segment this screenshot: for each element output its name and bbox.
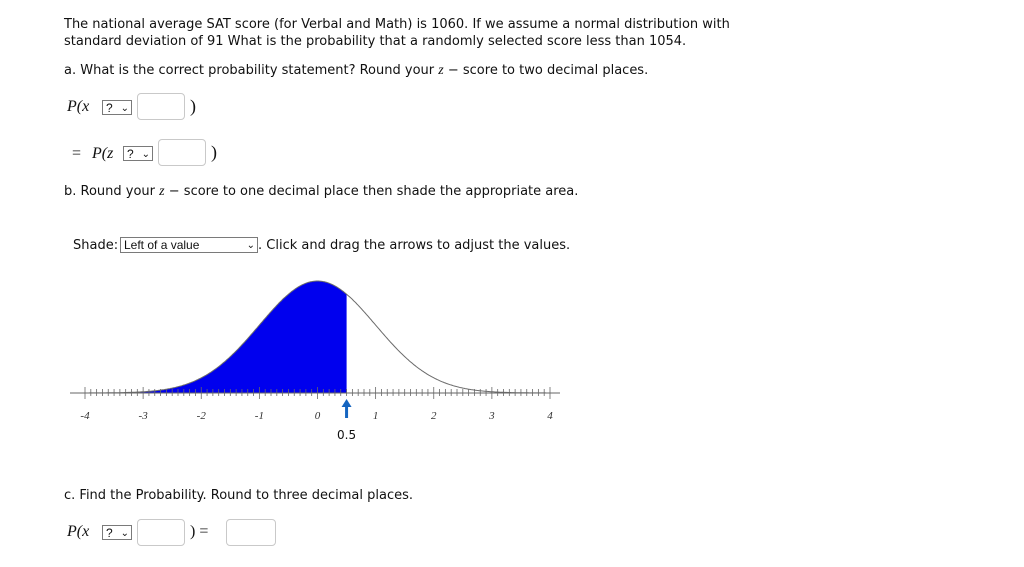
tick-label: -2: [196, 410, 206, 422]
chevron-down-icon: ⌄: [141, 149, 150, 160]
up-arrow-icon[interactable]: [342, 399, 352, 407]
part-a-pz-label: P(z: [92, 145, 114, 162]
boundary-value-label: 0.5: [337, 428, 357, 442]
minor-ticks: [85, 387, 550, 399]
tick-label: 0: [314, 410, 321, 422]
part-a-x-input[interactable]: [137, 93, 185, 120]
part-c-close-equals: ) =: [190, 523, 209, 540]
part-b-dash: −: [168, 184, 180, 199]
tick-label: 4: [547, 410, 553, 422]
part-a-dash: −: [447, 63, 459, 78]
part-c-select-value: ?: [106, 526, 113, 540]
normal-curve-chart[interactable]: [60, 270, 570, 450]
shade-label: Shade:: [73, 238, 119, 253]
part-a-prompt: [64, 62, 648, 79]
part-b-z: z: [159, 184, 165, 199]
tick-label: -3: [138, 410, 148, 422]
part-a-prompt-post: score to two decimal places.: [462, 63, 649, 78]
part-a-z-select-value: ?: [127, 147, 134, 161]
tick-label: 1: [372, 410, 379, 422]
part-a-x-operator-select[interactable]: [102, 100, 132, 115]
part-a-prompt-pre: a. What is the correct probability statement? Round your: [64, 63, 435, 78]
shade-instructions: . Click and drag the arrows to adjust the values.: [258, 238, 571, 253]
part-a-x-select-value: ?: [106, 101, 113, 115]
part-a-z-close-paren: ): [211, 142, 217, 162]
tick-label: -4: [80, 410, 90, 422]
part-c-x-input[interactable]: [137, 519, 185, 546]
shade-select-value: Left of a value: [124, 238, 200, 252]
arrow-shaft[interactable]: [345, 406, 348, 418]
part-b-prompt: [64, 183, 578, 200]
part-a-equals: =: [72, 145, 82, 162]
part-c-probability-input[interactable]: [226, 519, 276, 546]
chevron-down-icon: ⌄: [120, 103, 129, 114]
part-a-x-close-paren: ): [190, 96, 196, 116]
part-c-px-label: P(x: [67, 523, 90, 540]
chevron-down-icon: ⌄: [120, 528, 129, 539]
part-c-operator-select[interactable]: [102, 525, 132, 540]
part-a-z-operator-select[interactable]: [123, 146, 153, 161]
boundary-arrow-handle[interactable]: [342, 399, 352, 418]
tick-label: 3: [489, 410, 495, 422]
tick-label: 2: [431, 410, 437, 422]
part-b-prompt-pre: b. Round your: [64, 184, 156, 199]
question-line-1: The national average SAT score (for Verbal and Math) is 1060. If we assume a normal distribution with: [64, 17, 730, 32]
part-a-px-label: P(x: [67, 98, 90, 115]
part-b-prompt-post: score to one decimal place then shade the appropriate area.: [183, 184, 579, 199]
shaded-area: [85, 281, 347, 393]
chevron-down-icon: ⌄: [246, 240, 255, 251]
shade-select[interactable]: [120, 237, 258, 253]
part-a-z: z: [438, 63, 444, 78]
tick-labels: [80, 410, 553, 422]
tick-label: -1: [254, 410, 264, 422]
question-line-2: standard deviation of 91 What is the probability that a randomly selected score less than 1054.: [64, 34, 687, 49]
part-c-prompt: c. Find the Probability. Round to three decimal places.: [64, 488, 414, 503]
part-a-z-input[interactable]: [158, 139, 206, 166]
